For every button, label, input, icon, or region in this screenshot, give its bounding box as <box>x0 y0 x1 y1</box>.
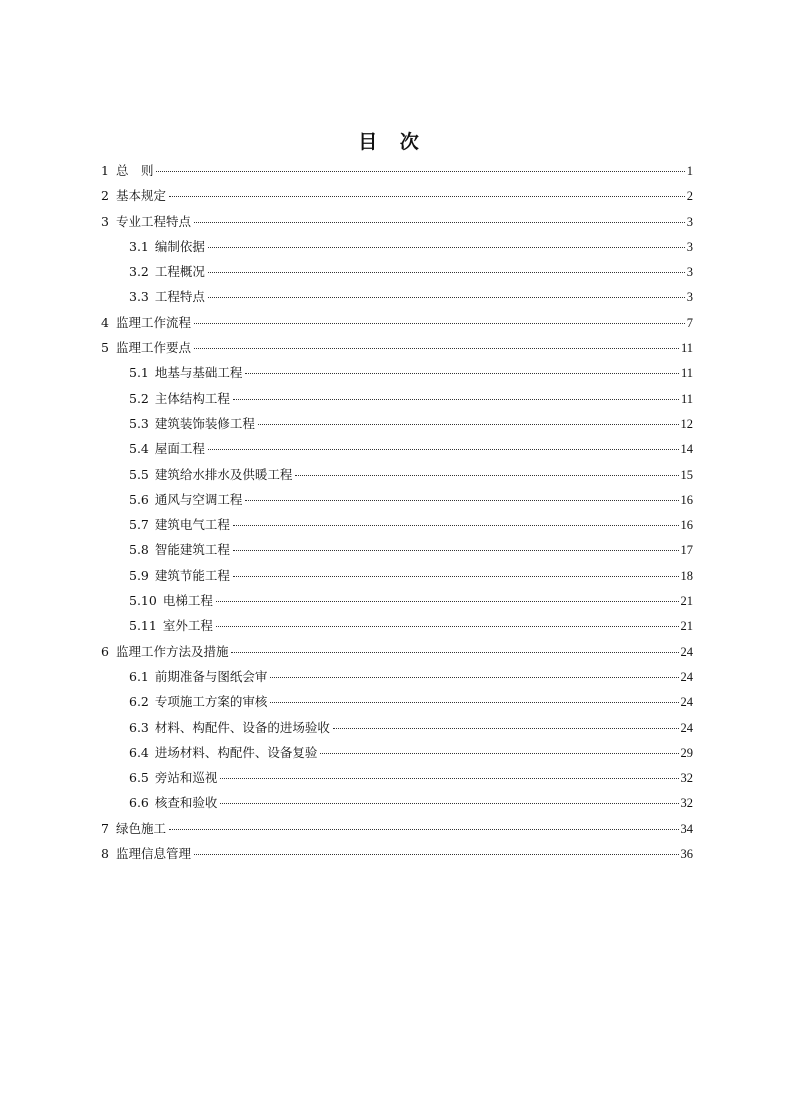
toc-entry-number: 8 <box>101 846 109 862</box>
toc-dot-leader <box>258 424 679 425</box>
toc-title: 目 次 <box>358 131 427 153</box>
toc-entry-number: 5.1 <box>129 365 149 381</box>
toc-dot-leader <box>169 829 679 830</box>
toc-entry-label: 前期准备与图纸会审 <box>154 668 268 684</box>
toc-dot-leader <box>194 323 685 324</box>
toc-entry-label: 监理信息管理 <box>115 846 191 862</box>
toc-entry[interactable] <box>101 639 693 664</box>
toc-dot-leader <box>295 475 678 476</box>
toc-entry[interactable] <box>101 411 693 436</box>
toc-dot-leader <box>208 449 679 450</box>
toc-entry-number: 5.2 <box>129 390 149 406</box>
toc-dot-leader <box>216 626 679 627</box>
toc-entry-number: 6.2 <box>129 694 149 710</box>
toc-entry-page: 21 <box>680 619 693 634</box>
toc-entry[interactable] <box>101 765 693 790</box>
toc-dot-leader <box>320 753 678 754</box>
toc-entry-label: 电梯工程 <box>162 593 213 609</box>
toc-entry[interactable] <box>101 588 693 613</box>
toc-entry-number: 6.1 <box>129 668 149 684</box>
toc-entry-number: 6.5 <box>129 770 149 786</box>
toc-entry-label: 通风与空调工程 <box>154 491 243 507</box>
toc-entry-page: 11 <box>680 366 693 381</box>
toc-dot-leader <box>233 576 679 577</box>
toc-entry-number: 5.11 <box>129 618 157 634</box>
toc-entry-label: 建筑给水排水及供暖工程 <box>154 466 293 482</box>
toc-entry-number: 3 <box>101 213 109 229</box>
toc-dot-leader <box>333 728 679 729</box>
toc-entry[interactable] <box>101 259 693 284</box>
toc-entry-page: 3 <box>686 239 693 254</box>
toc-entry[interactable] <box>101 487 693 512</box>
toc-dot-leader <box>233 525 679 526</box>
toc-entry-page: 3 <box>686 265 693 280</box>
toc-entry-page: 3 <box>686 214 693 229</box>
toc-entry-label: 工程概况 <box>154 264 205 280</box>
toc-entry-label: 材料、构配件、设备的进场验收 <box>154 719 330 735</box>
toc-entry-page: 24 <box>680 669 693 684</box>
toc-entry-label: 基本规定 <box>115 188 166 204</box>
toc-entry[interactable] <box>101 209 693 234</box>
toc-entry-number: 3.1 <box>129 238 149 254</box>
toc-entry[interactable] <box>101 715 693 740</box>
toc-entry-number: 5.3 <box>129 415 149 431</box>
toc-entry-page: 36 <box>680 847 693 862</box>
toc-entry-label: 智能建筑工程 <box>154 542 230 558</box>
toc-dot-leader <box>208 247 685 248</box>
toc-dot-leader <box>208 272 685 273</box>
toc-entry[interactable] <box>101 816 693 841</box>
toc-entry-label: 专业工程特点 <box>115 213 191 229</box>
toc-entry-page: 16 <box>680 492 693 507</box>
toc-list <box>101 158 693 866</box>
toc-entry-number: 5.5 <box>129 466 149 482</box>
toc-entry-label: 绿色施工 <box>115 820 166 836</box>
toc-entry-number: 4 <box>101 314 109 330</box>
toc-entry-number: 2 <box>101 188 109 204</box>
toc-entry[interactable] <box>101 689 693 714</box>
toc-dot-leader <box>220 803 678 804</box>
toc-entry-label: 旁站和巡视 <box>154 770 218 786</box>
toc-entry-number: 5.10 <box>129 593 157 609</box>
toc-entry[interactable] <box>101 462 693 487</box>
toc-entry-number: 6 <box>101 643 109 659</box>
toc-entry-page: 24 <box>680 720 693 735</box>
toc-entry-page: 17 <box>680 543 693 558</box>
toc-entry-label: 工程特点 <box>154 289 205 305</box>
toc-entry-number: 5 <box>101 340 109 356</box>
toc-entry-number: 5.9 <box>129 567 149 583</box>
toc-entry[interactable] <box>101 790 693 815</box>
toc-entry[interactable] <box>101 335 693 360</box>
toc-dot-leader <box>231 652 678 653</box>
toc-entry[interactable] <box>101 158 693 183</box>
toc-entry-label: 建筑节能工程 <box>154 567 230 583</box>
toc-entry-number: 3.2 <box>129 264 149 280</box>
toc-entry-number: 3.3 <box>129 289 149 305</box>
toc-entry-label: 监理工作方法及措施 <box>115 643 229 659</box>
toc-entry-label: 进场材料、构配件、设备复验 <box>154 744 318 760</box>
toc-entry[interactable] <box>101 234 693 259</box>
toc-entry-label: 室外工程 <box>162 618 213 634</box>
toc-dot-leader <box>194 348 679 349</box>
toc-entry-number: 5.8 <box>129 542 149 558</box>
toc-entry[interactable] <box>101 386 693 411</box>
toc-dot-leader <box>233 399 679 400</box>
toc-entry-page: 15 <box>680 467 693 482</box>
toc-entry-page: 7 <box>686 315 693 330</box>
toc-entry-page: 1 <box>686 164 693 178</box>
toc-entry-page: 24 <box>680 695 693 710</box>
toc-entry-page: 34 <box>680 821 693 836</box>
toc-entry[interactable] <box>101 310 693 335</box>
toc-entry-number: 5.6 <box>129 491 149 507</box>
toc-entry-page: 24 <box>680 644 693 659</box>
toc-entry[interactable] <box>101 740 693 765</box>
toc-entry-page: 18 <box>680 568 693 583</box>
toc-entry-page: 32 <box>680 796 693 811</box>
toc-entry[interactable] <box>101 563 693 588</box>
toc-entry[interactable] <box>101 183 693 208</box>
toc-dot-leader <box>270 702 678 703</box>
toc-entry-page: 16 <box>680 518 693 533</box>
toc-dot-leader <box>233 550 679 551</box>
toc-entry-page: 29 <box>680 745 693 760</box>
toc-entry[interactable] <box>101 664 693 689</box>
toc-dot-leader <box>220 778 678 779</box>
toc-entry-number: 6.3 <box>129 719 149 735</box>
toc-dot-leader <box>245 373 679 374</box>
toc-entry-page: 2 <box>686 189 693 204</box>
toc-entry-page: 11 <box>680 391 693 406</box>
toc-entry-number: 6.4 <box>129 744 149 760</box>
toc-entry[interactable] <box>101 613 693 638</box>
toc-dot-leader <box>270 677 678 678</box>
toc-entry-label: 建筑电气工程 <box>154 517 230 533</box>
toc-dot-leader <box>245 500 678 501</box>
toc-entry-page: 14 <box>680 442 693 457</box>
toc-entry-number: 7 <box>101 820 109 836</box>
toc-dot-leader <box>194 222 685 223</box>
toc-entry-label: 地基与基础工程 <box>154 365 243 381</box>
toc-dot-leader <box>169 196 685 197</box>
toc-entry-label: 编制依据 <box>154 238 205 254</box>
toc-entry-label: 监理工作要点 <box>115 340 191 356</box>
toc-entry[interactable] <box>101 436 693 461</box>
toc-entry-number: 6.6 <box>129 795 149 811</box>
toc-entry-label: 监理工作流程 <box>115 314 191 330</box>
toc-entry[interactable] <box>101 512 693 537</box>
toc-dot-leader <box>194 854 679 855</box>
toc-dot-leader <box>216 601 679 602</box>
toc-entry-label: 屋面工程 <box>154 441 205 457</box>
toc-entry-label: 核查和验收 <box>154 795 218 811</box>
toc-dot-leader <box>208 297 685 298</box>
toc-entry[interactable] <box>101 360 693 385</box>
toc-entry-label: 主体结构工程 <box>154 390 230 406</box>
toc-entry-number: 1 <box>101 163 109 178</box>
toc-dot-leader <box>156 171 684 172</box>
toc-entry-label: 专项施工方案的审核 <box>154 694 268 710</box>
toc-entry[interactable] <box>101 841 693 866</box>
toc-entry-page: 21 <box>680 594 693 609</box>
toc-entry-page: 3 <box>686 290 693 305</box>
toc-entry-page: 11 <box>680 341 693 356</box>
toc-entry[interactable] <box>101 284 693 309</box>
toc-entry-page: 32 <box>680 771 693 786</box>
toc-entry-label: 总 则 <box>115 163 154 178</box>
toc-entry-number: 5.4 <box>129 441 149 457</box>
toc-entry-number: 5.7 <box>129 517 149 533</box>
toc-entry-page: 12 <box>680 416 693 431</box>
toc-entry-label: 建筑装饰装修工程 <box>154 415 255 431</box>
toc-entry[interactable] <box>101 537 693 562</box>
